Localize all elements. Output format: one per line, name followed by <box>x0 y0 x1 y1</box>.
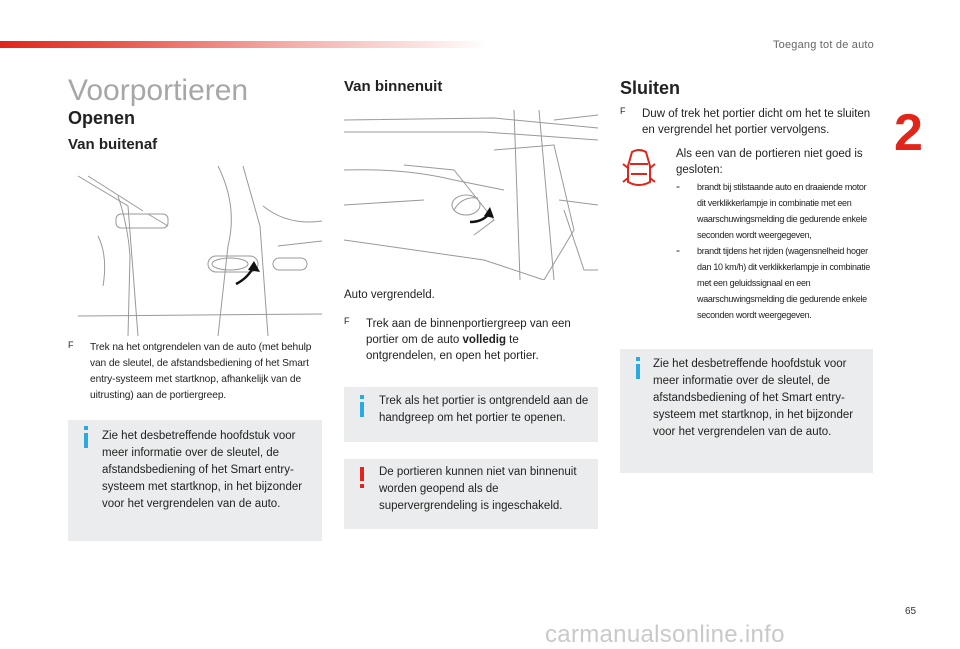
bullet-text-bold: volledig <box>462 334 506 346</box>
heading-van-binnenuit: Van binnenuit <box>344 78 443 95</box>
exterior-door-drawing <box>68 166 322 336</box>
warning-exclamation-icon <box>358 467 366 489</box>
bullet-van-binnenuit <box>344 316 584 364</box>
section-title: Toegang tot de auto <box>772 39 874 51</box>
bullet-text-pre: Trek aan de binnenportiergreep van een portier om de auto <box>366 318 571 346</box>
interior-door-drawing <box>344 110 598 280</box>
bullet-text-post: te ontgrendelen, en open het portier. <box>366 334 539 362</box>
chapter-number: 2 <box>894 104 923 162</box>
interior-door-handle-illustration <box>344 110 598 280</box>
note-text: Zie het desbetreffende hoofdstuk voor meer informatie over de sleutel, de afstandsbediening of het Smart entry-systeem met startknop, in het bijzonder voor het vergrendelen van de auto. <box>102 430 303 510</box>
note-text: Trek als het portier is ontgrendeld aan de handgreep om het portier te openen. <box>379 395 589 424</box>
page-number: 65 <box>905 606 917 617</box>
alert-item <box>676 243 876 323</box>
alert-item <box>676 179 876 243</box>
header-color-bar <box>0 41 490 48</box>
info-icon <box>358 395 366 417</box>
alert-item-text: brandt bij stilstaande auto en draaiende motor dit verklikkerlampje in combinatie met een waarschuwingsmelding die gedurende enkele seconden wordt weergegeven, <box>697 182 867 240</box>
heading-sluiten: Sluiten <box>620 78 681 98</box>
bullet-text: Duw of trek het portier dicht om het te sluiten en vergrendel het portier vervolgens. <box>642 108 871 136</box>
subtitle-openen: Openen <box>68 108 136 128</box>
door-open-warning-icon <box>622 148 656 192</box>
alert-intro: Als een van de portieren niet goed is gesloten: <box>676 148 863 176</box>
door-open-alert <box>620 146 880 346</box>
note-text: De portieren kunnen niet van binnenuit worden geopend als de supervergrendeling is ingeschakeld. <box>379 466 577 512</box>
bullet-text: Trek na het ontgrendelen van de auto (met behulp van de sleutel, de afstandsbediening of het Smart entry-systeem met startknop, afhankelijk van de uitrusting) aan de portiergreep. <box>90 342 312 401</box>
warning-note-col2 <box>344 459 598 529</box>
bullet-marker: F <box>344 316 350 326</box>
bullet-marker: F <box>620 106 626 116</box>
bullet-marker: F <box>68 340 74 350</box>
bullet-van-buitenaf <box>68 340 326 404</box>
info-note-col1 <box>68 420 322 541</box>
heading-van-buitenaf: Van buitenaf <box>68 136 158 153</box>
note-text: Zie het desbetreffende hoofdstuk voor meer informatie over de sleutel, de afstandsbediening of het Smart entry-systeem met startknop, in het bijzonder voor het vergrendelen van de auto. <box>653 358 854 438</box>
info-note-col2 <box>344 387 598 442</box>
bullet-sluiten <box>620 106 878 138</box>
dash-marker: - <box>676 243 680 257</box>
info-note-col3 <box>620 349 873 473</box>
alert-item-text: brandt tijdens het rijden (wagensnelheid hoger dan 10 km/h) dit verklikkerlampje in combinatie met een geluidssignaal en een waarschuwingsmelding die gedurende enkele seconden wordt weergegeven. <box>697 246 870 320</box>
info-icon <box>634 357 642 379</box>
page-title: Voorportieren <box>68 74 249 107</box>
watermark: carmanualsonline.info <box>545 621 785 648</box>
exterior-door-handle-illustration <box>68 166 322 336</box>
dash-marker: - <box>676 179 680 193</box>
caption-auto-vergrendeld: Auto vergrendeld. <box>344 289 435 301</box>
info-icon <box>82 426 90 448</box>
